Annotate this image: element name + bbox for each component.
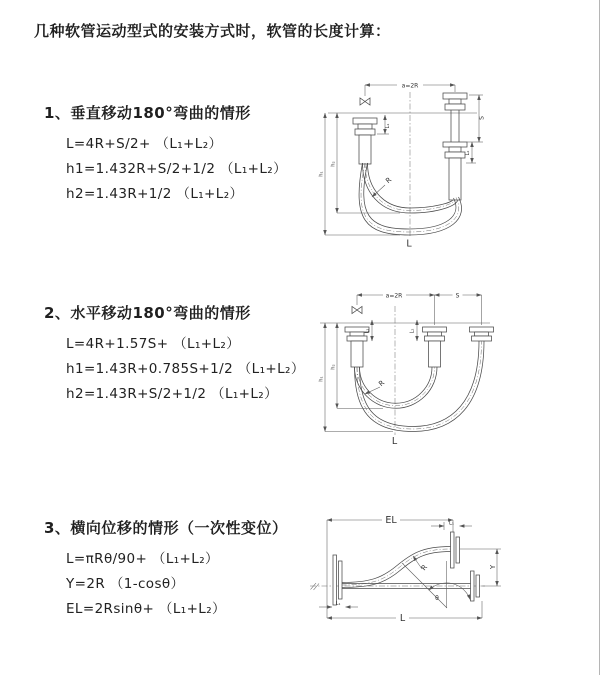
reference-line <box>320 306 490 438</box>
dim-label-h1: h₁ <box>318 171 325 177</box>
formula-line: L=πRθ/90+ （L₁+L₂） <box>66 551 219 567</box>
dim-label-theta: θ <box>435 595 439 602</box>
dim-label-l1: L₁ <box>364 328 371 334</box>
dimension-s <box>435 292 482 326</box>
dimension-l1 <box>377 115 391 134</box>
radius-leader <box>365 379 386 394</box>
diagram-lateral-displacement <box>298 505 508 655</box>
radius-leader <box>372 176 393 197</box>
moving-end-fitting-position-2 <box>470 327 494 341</box>
displaced-hose <box>342 547 451 588</box>
formula-line: h1=1.43R+0.785S+1/2 （L₁+L₂） <box>66 361 305 377</box>
dim-label-s: S <box>478 116 486 120</box>
diagram-vertical-180 <box>305 70 505 255</box>
length-label <box>403 237 416 250</box>
moving-end-fitting <box>443 93 467 200</box>
dim-label-h2: h₂ <box>330 161 337 167</box>
section-heading: 2、水平移动180°弯曲的情形 <box>44 304 251 322</box>
dim-label-r: R <box>419 563 430 573</box>
dim-label-l-total: L <box>391 436 398 447</box>
dim-label-l-total: L <box>406 238 412 250</box>
valve-icon <box>360 98 370 105</box>
section-heading: 3、横向位移的情形（一次性变位） <box>44 519 288 537</box>
formula-line: h1=1.432R+S/2+1/2 （L₁+L₂） <box>66 161 288 177</box>
centerline-break-mark <box>311 583 320 590</box>
page-title: 几种软管运动型式的安装方式时，软管的长度计算： <box>34 22 391 40</box>
dim-label-l-total: L <box>399 613 406 624</box>
valve-icon <box>352 307 362 314</box>
dim-label-l1: L₁ <box>385 123 391 129</box>
formula-line: Y=2R （1-cosθ） <box>66 576 185 592</box>
dimension-l1-top <box>431 521 472 531</box>
dim-label-s: S <box>455 292 460 300</box>
dimension-l1-bottom <box>319 601 358 607</box>
dim-label-r: R <box>377 378 387 389</box>
hose-loop-position-1 <box>355 367 438 408</box>
dim-label-h2: h₂ <box>330 364 337 370</box>
length-label <box>389 435 401 447</box>
section-vertical-180 <box>44 103 287 207</box>
dim-label-y: Y <box>489 564 497 570</box>
section-lateral-displacement <box>44 518 287 622</box>
dim-label-r: R <box>384 175 394 186</box>
left-flange <box>333 555 342 605</box>
dimension-s <box>467 95 486 142</box>
formula-line: L=4R+1.57S+ （L₁+L₂） <box>66 336 241 352</box>
dim-label-l2: L₂ <box>465 150 471 156</box>
dimension-l <box>327 601 482 624</box>
dim-label-el: EL <box>385 514 397 526</box>
dim-label-l1-bottom: L₁ <box>335 601 341 607</box>
dim-label-a2r: a=2R <box>401 82 419 90</box>
formula-line: L=4R+S/2+ （L₁+L₂） <box>66 136 223 152</box>
radius-leader <box>413 556 429 572</box>
upper-flange <box>451 532 460 568</box>
diagram-horizontal-180 <box>305 280 505 455</box>
angle-theta <box>402 561 470 608</box>
section-horizontal-180 <box>44 303 305 407</box>
dim-label-h1: h₁ <box>318 376 325 382</box>
dimension-el <box>327 515 453 619</box>
formula-line: EL=2Rsinθ+ （L₁+L₂） <box>66 601 226 617</box>
dim-label-l1-top: L₁ <box>449 520 454 527</box>
fixed-end-fitting <box>353 118 377 164</box>
hose-loop-position-2 <box>355 341 485 432</box>
moving-end-fitting-position-1 <box>423 327 447 367</box>
hose-loop-position-2 <box>359 163 461 235</box>
formula-line: h2=1.43R+1/2 （L₁+L₂） <box>66 186 244 202</box>
dimension-a2r <box>357 292 435 326</box>
dim-label-l2: L₂ <box>409 328 416 334</box>
dimension-y <box>460 549 501 586</box>
section-heading: 1、垂直移动180°弯曲的情形 <box>44 104 251 122</box>
dim-label-a2r: a=2R <box>385 292 403 300</box>
formula-line: h2=1.43R+S/2+1/2 （L₁+L₂） <box>66 386 279 402</box>
